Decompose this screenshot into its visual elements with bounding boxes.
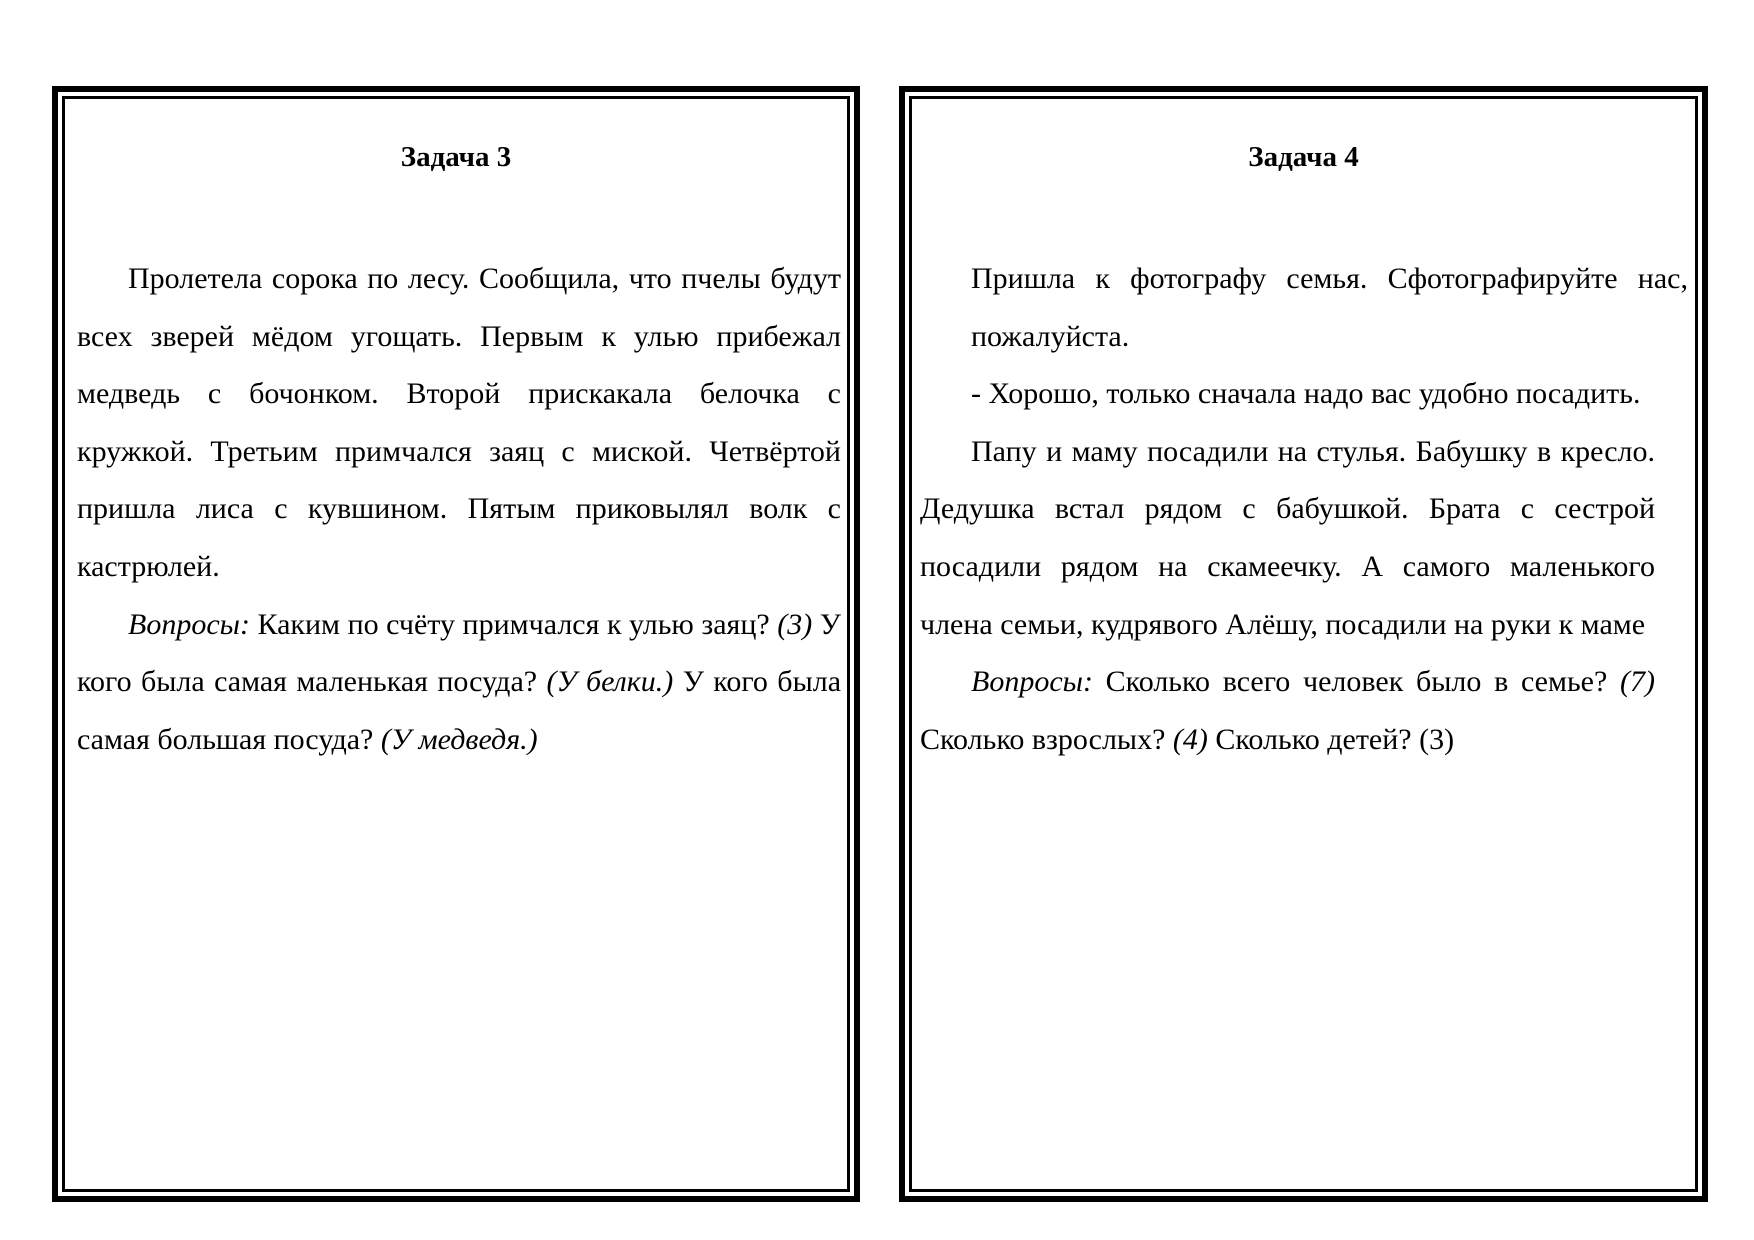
task-4-answer-2: (4) xyxy=(1172,722,1208,756)
task-4-inner-frame xyxy=(909,96,1698,1192)
task-3-card xyxy=(52,86,860,1202)
task-4-paragraph-2: - Хорошо, только сначала надо вас удобно посадить. xyxy=(971,377,1641,411)
task-4-questions-label: Вопросы: xyxy=(971,665,1093,699)
task-3-answer-3: (У медведя.) xyxy=(380,722,538,756)
task-4-title: Задача 4 xyxy=(1248,141,1359,173)
task-3-questions xyxy=(77,596,841,769)
task-4-paragraph-3: Папу и маму посадили на стулья. Бабушку в кресло. Дедушка встал рядом с бабушкой. Брата с сестрой посадили рядом на скамеечку. А самого маленького члена семьи, кудрявого Алёшу, посадили на руки к маме xyxy=(920,434,1655,641)
task-4-answer-3: (3) xyxy=(1419,722,1455,756)
task-4-answer-1: (7) xyxy=(1620,665,1655,699)
task-3-question-3: У кого была самая большая посуда? xyxy=(77,665,842,756)
task-3-inner-frame xyxy=(62,96,850,1192)
task-3-answer-2: (У белки.) xyxy=(546,665,674,699)
task-4-question-2: Сколько взрослых? xyxy=(920,722,1166,756)
task-3-question-1: Каким по счёту примчался к улью заяц? xyxy=(257,607,770,641)
task-4-body xyxy=(920,250,1688,768)
task-4-card xyxy=(899,86,1708,1202)
task-4-question-1: Сколько всего человек было в семье? xyxy=(1105,665,1608,699)
task-3-question-2: У кого была самая маленькая посуда? xyxy=(77,607,842,699)
task-3-body xyxy=(77,250,841,768)
task-4-questions xyxy=(920,653,1655,768)
task-3-story: Пролетела сорока по лесу. Сообщила, что пчелы будут всех зверей мёдом угощать. Первым к улью прибежал медведь с бочонком. Второй прискакала белочка с кружкой. Третьим примчался заяц с миской. Четвёртой пришла лиса с кувшином. Пятым приковылял волк с кастрюлей. xyxy=(77,262,841,583)
task-4-paragraph-1: Пришла к фотографу семья. Сфотографируйте нас, пожалуйста. xyxy=(971,262,1688,353)
task-3-title: Задача 3 xyxy=(400,141,512,173)
task-3-questions-label: Вопросы: xyxy=(128,607,250,641)
task-3-answer-1: (3) xyxy=(777,607,813,641)
task-4-question-3: Сколько детей? xyxy=(1215,722,1412,756)
